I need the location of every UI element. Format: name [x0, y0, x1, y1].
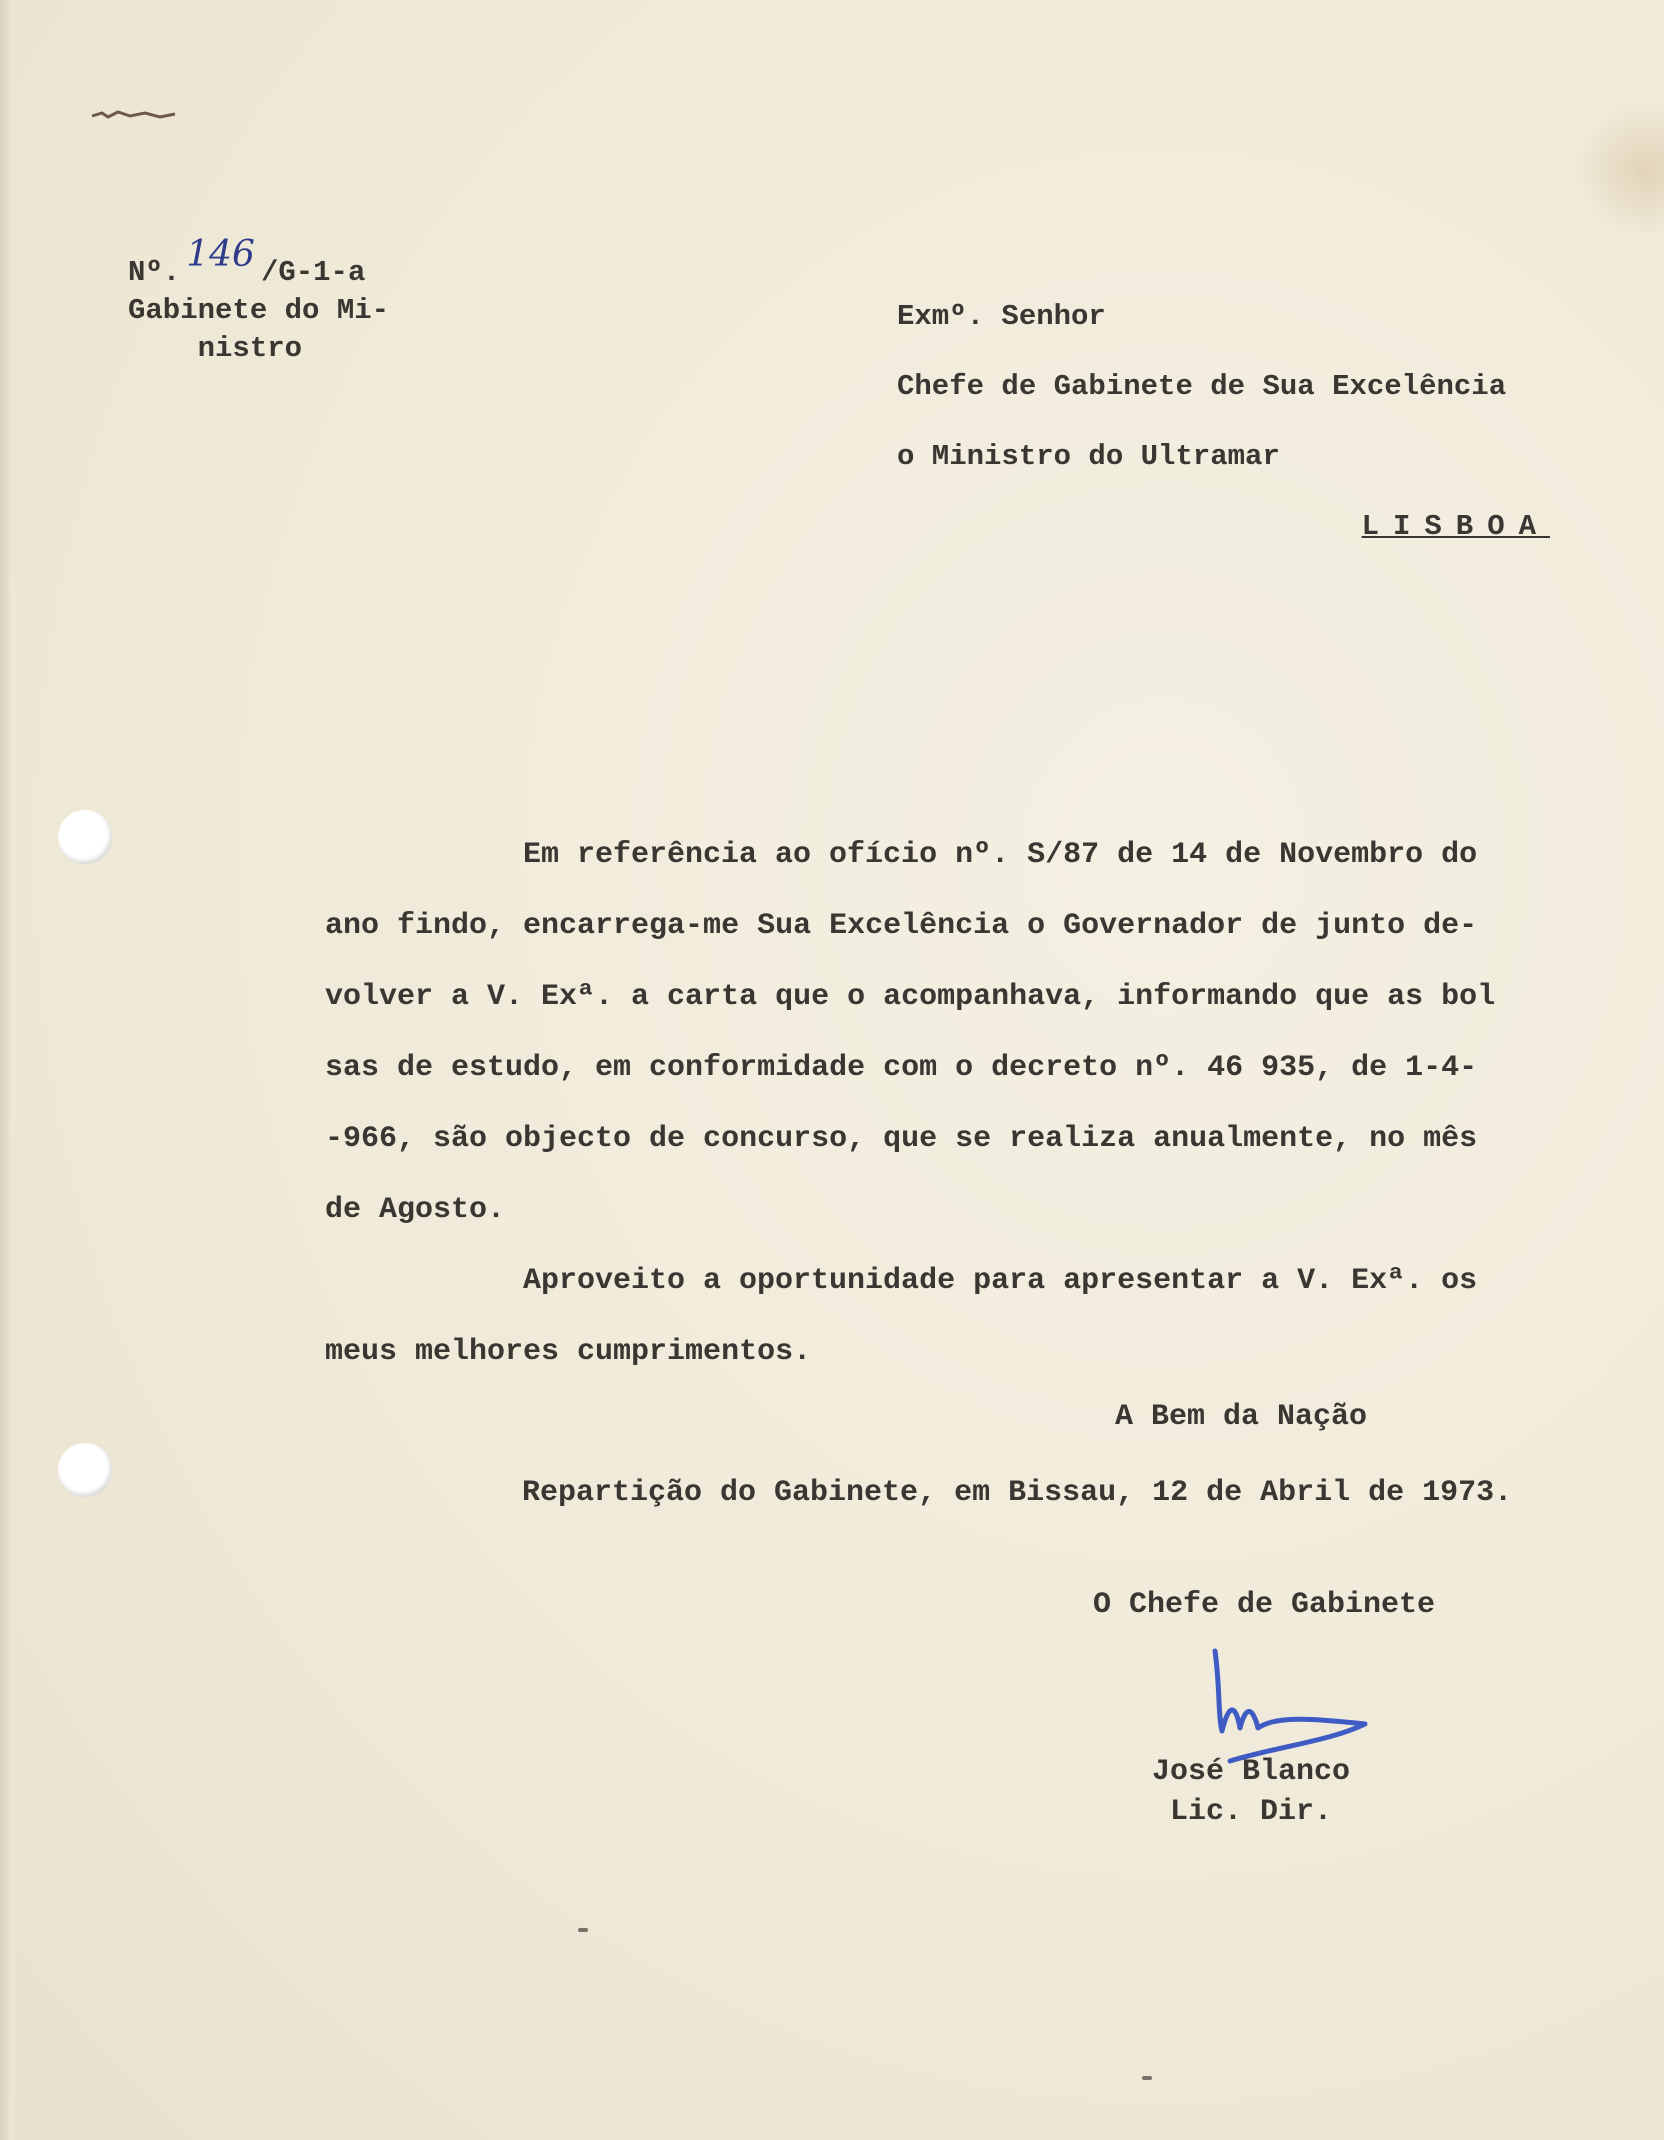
place-and-date: Repartição do Gabinete, em Bissau, 12 de Abril de 1973.	[522, 1476, 1513, 1510]
reference-number	[128, 234, 389, 292]
body-line: Aproveito a oportunidade para apresentar a V. Exª. os	[523, 1264, 1478, 1298]
reference-prefix: Nº.	[128, 256, 181, 289]
body-line: Em referência ao ofício nº. S/87 de 14 de Novembro do	[523, 838, 1478, 872]
reference-suffix: /G-1-a	[260, 256, 366, 289]
addressee-line-2: o Ministro do Ultramar	[897, 440, 1280, 473]
body-line: ano findo, encarrega-me Sua Excelência o Governador de junto de-	[325, 909, 1478, 943]
punch-hole	[58, 1443, 112, 1497]
handwritten-number: 146	[186, 234, 255, 275]
signer-title: O Chefe de Gabinete	[1093, 1588, 1436, 1622]
signer-degree: Lic. Dir.	[1170, 1795, 1333, 1829]
body-line: -966, são objecto de concurso, que se realiza anualmente, no mês	[325, 1122, 1478, 1156]
body-line: de Agosto.	[325, 1193, 506, 1227]
reference-block	[128, 234, 390, 368]
addressee-block	[897, 300, 1550, 580]
paper-speck	[1142, 2076, 1152, 2080]
letter-body	[325, 820, 1605, 1388]
department-label: Gabinete do Mi- nistro	[128, 294, 390, 365]
closing-formula: A Bem da Nação	[1115, 1400, 1368, 1434]
addressee-city: LISBOA	[1361, 510, 1550, 543]
addressee-line-1: Chefe de Gabinete de Sua Excelência	[897, 370, 1507, 403]
ink-smudge-icon	[90, 108, 180, 122]
paper-edge	[0, 0, 14, 2140]
salutation: Exmº. Senhor	[897, 300, 1106, 333]
paper-stain	[1574, 100, 1664, 240]
signer-name: José Blanco	[1152, 1755, 1351, 1789]
punch-hole	[58, 810, 112, 864]
signer-block	[1152, 1752, 1350, 1832]
body-line: volver a V. Exª. a carta que o acompanhava, informando que as bol	[325, 980, 1496, 1014]
body-line: meus melhores cumprimentos.	[325, 1335, 812, 1369]
body-line: sas de estudo, em conformidade com o decreto nº. 46 935, de 1-4-	[325, 1051, 1478, 1085]
paper-speck	[578, 1928, 588, 1932]
